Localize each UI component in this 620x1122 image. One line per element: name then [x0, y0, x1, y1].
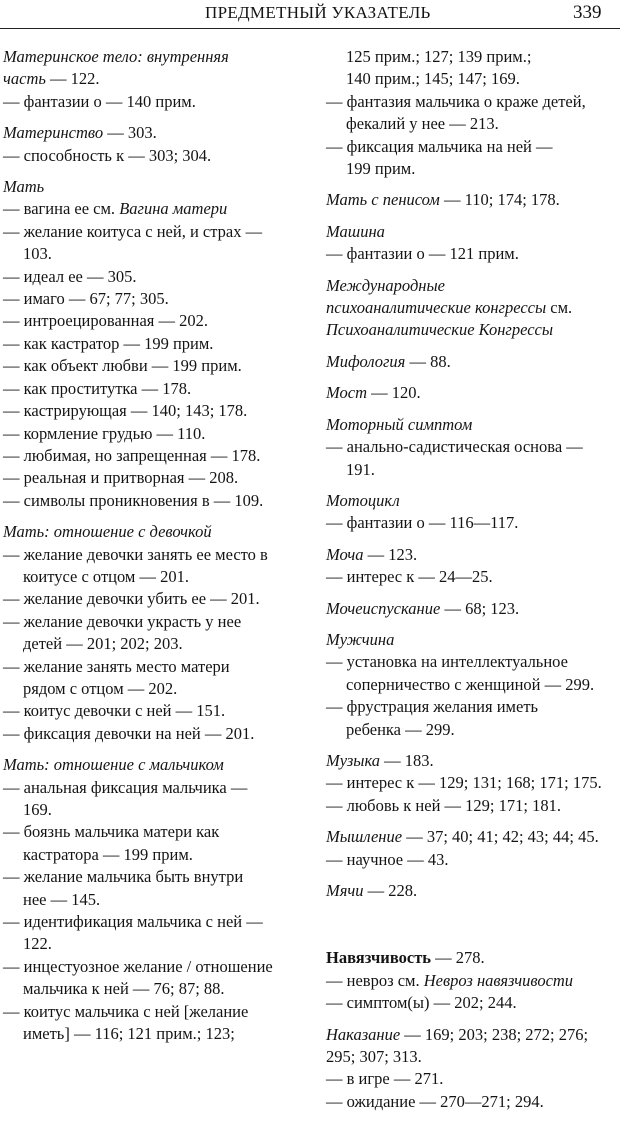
subentry-text: — интроецированная — 202. — [3, 311, 208, 331]
subentry — [3, 723, 303, 745]
subentry — [326, 795, 618, 817]
subentry-text: — кормление грудью — 110. — [3, 423, 206, 443]
index-entry — [326, 189, 618, 211]
continuation-line — [3, 678, 303, 700]
running-title: ПРЕДМЕТНЫЙ УКАЗАТЕЛЬ — [205, 3, 431, 22]
index-heading — [326, 221, 618, 243]
cross-reference: Вагина матери — [119, 199, 228, 219]
index-heading — [326, 351, 618, 373]
continuation-text: рядом с отцом — 202. — [23, 678, 178, 698]
subentry-text: — коитус девочки с ней — 151. — [3, 701, 226, 721]
subentry — [3, 91, 303, 113]
index-column-left — [3, 46, 303, 1054]
heading-term: Материнское тело: внутренняя — [3, 47, 229, 66]
subentry — [3, 467, 303, 489]
subentry-text: — желание коитуса с ней, и страх — — [3, 221, 263, 241]
subentry — [3, 378, 303, 400]
continuation-line — [326, 46, 618, 68]
index-entry — [3, 176, 303, 512]
continuation-line — [326, 719, 618, 741]
subentry-text: — как кастратор — 199 прим. — [3, 333, 214, 353]
heading-term: Мать: отношение с мальчиком — [3, 755, 224, 775]
page-refs: — 169; 203; 238; 272; 276; — [400, 1024, 589, 1044]
heading-term: Психоаналитические Конгрессы — [326, 320, 554, 340]
subentry — [3, 266, 303, 288]
heading-term: часть — [3, 69, 46, 89]
subentry-text: — анальная фиксация мальчика — — [3, 777, 248, 797]
index-heading — [326, 490, 618, 512]
continuation-line — [326, 158, 618, 180]
subentry-text: — желание девочки украсть у нее — [3, 611, 242, 631]
continuation-text: 169. — [23, 800, 52, 819]
subentry-text: — кастрирующая — 140; 143; 178. — [3, 401, 248, 421]
subentry — [3, 333, 303, 355]
continuation-line — [3, 1023, 303, 1045]
index-entry — [326, 221, 618, 266]
subentry — [3, 700, 303, 722]
heading-term: Наказание — [326, 1024, 401, 1044]
heading-term: Мужчина — [326, 629, 395, 649]
heading-term: Мать: отношение с девочкой — [3, 522, 212, 542]
subentry-text: — невроз см. — [326, 970, 424, 990]
index-entry — [3, 521, 303, 745]
index-entry — [326, 750, 618, 817]
subentry-text: — желание мальчика быть внутри — [3, 867, 244, 887]
subentry — [3, 956, 303, 978]
index-entry — [326, 490, 618, 535]
subentry-text: — как объект любви — 199 прим. — [3, 356, 242, 376]
index-heading — [326, 297, 618, 319]
heading-term: Моторный симптом — [326, 414, 473, 434]
index-heading — [326, 826, 618, 848]
subentry-text: — боязнь мальчика матери как — [3, 822, 220, 842]
subentry-text: — установка на интеллектуальное — [326, 652, 568, 672]
index-heading — [326, 319, 618, 341]
subentry — [3, 221, 303, 243]
subentry-text: — анально-садистическая основа — — [326, 437, 583, 457]
subentry — [326, 1068, 618, 1090]
continuation-line — [3, 978, 303, 1000]
page-refs: см. — [546, 298, 573, 318]
index-entry — [326, 826, 618, 871]
subentry — [326, 1046, 618, 1068]
subentry-text: — идентификация мальчика с ней — — [3, 912, 263, 932]
index-heading — [326, 629, 618, 651]
subentry-text: — коитус мальчика с ней [желание — [3, 1001, 249, 1021]
section-gap — [326, 911, 618, 947]
index-entry — [326, 947, 618, 1014]
subentry — [326, 651, 618, 673]
index-column-right — [326, 46, 618, 1122]
subentry-text: — интерес к — 24—25. — [326, 567, 493, 587]
page-number: 339 — [573, 2, 602, 23]
continuation-line — [3, 243, 303, 265]
continuation-line — [326, 459, 618, 481]
index-heading — [326, 382, 618, 404]
continuation-text: иметь] — 116; 121 прим.; 123; — [23, 1024, 235, 1044]
subentry-text: — фантазии о — 121 прим. — [326, 244, 519, 264]
subentry-text: — фантазия мальчика о краже детей, — [326, 91, 586, 111]
heading-term: Навязчивость — [326, 948, 432, 968]
page-refs: — 303. — [103, 123, 157, 143]
continuation-text: 125 прим.; 127; 139 прим.; — [346, 47, 532, 66]
page-refs: — 278. — [431, 948, 485, 968]
subentry — [326, 436, 618, 458]
index-entry — [3, 122, 303, 167]
index-heading — [3, 521, 303, 543]
heading-term: Мать с пенисом — [326, 190, 440, 210]
subentry — [3, 445, 303, 467]
subentry-text: — инцестуозное желание / отношение — [3, 956, 273, 976]
subentry — [326, 696, 618, 718]
subentry — [326, 566, 618, 588]
continuation-line — [3, 566, 303, 588]
index-heading — [326, 880, 618, 902]
subentry — [3, 911, 303, 933]
heading-term: Мышление — [326, 827, 403, 847]
page-refs: — 88. — [405, 351, 451, 371]
subentry — [3, 145, 303, 167]
index-heading — [3, 176, 303, 198]
heading-term: Мячи — [326, 881, 364, 900]
subentry — [3, 611, 303, 633]
page-refs: — 122. — [45, 69, 100, 89]
continuation-line — [326, 113, 618, 135]
subentry-text: — фантазии о — 116—117. — [326, 513, 519, 533]
index-heading — [3, 122, 303, 144]
index-heading — [326, 189, 618, 211]
subentry-text: — любимая, но запрещенная — 178. — [3, 445, 261, 465]
subentry-text: — желание занять место матери — [3, 656, 230, 676]
subentry-text: — фантазии о — 140 прим. — [3, 91, 196, 111]
subentry-text: — симптом(ы) — 202; 244. — [326, 993, 517, 1013]
subentry-text: — фрустрация желания иметь — [326, 697, 539, 717]
subentry — [326, 1091, 618, 1113]
index-entry — [326, 1024, 618, 1114]
page-refs: — 37; 40; 41; 42; 43; 44; 45. — [402, 827, 599, 847]
index-heading — [326, 750, 618, 772]
heading-term: Моча — [326, 544, 364, 564]
heading-term: Мифология — [326, 351, 406, 371]
continuation-text: детей — 201; 202; 203. — [23, 634, 183, 654]
page-refs: — 123. — [363, 544, 418, 564]
heading-term: Музыка — [326, 750, 381, 770]
continuation-text: 191. — [346, 459, 375, 479]
page-refs: — 68; 123. — [440, 598, 520, 618]
continuation-text: нее — 145. — [23, 889, 101, 909]
continuation-text: ребенка — 299. — [346, 719, 455, 739]
subentry-text: 295; 307; 313. — [326, 1047, 422, 1067]
subentry-text: — в игре — 271. — [326, 1069, 444, 1089]
heading-term: Мать — [3, 177, 45, 197]
subentry — [3, 544, 303, 566]
page-refs: — 120. — [367, 383, 421, 403]
subentry — [3, 866, 303, 888]
index-entry — [3, 754, 303, 1045]
continuation-line — [326, 674, 618, 696]
subentry — [326, 136, 618, 158]
subentry — [3, 821, 303, 843]
index-entry — [326, 351, 618, 373]
continuation-text: 103. — [23, 244, 52, 264]
subentry — [3, 400, 303, 422]
subentry-text: — научное — 43. — [326, 849, 449, 869]
subentry — [3, 1001, 303, 1023]
index-entry — [326, 275, 618, 342]
subentry — [3, 355, 303, 377]
heading-term: Мост — [326, 383, 368, 403]
heading-term: Материнство — [3, 123, 104, 143]
subentry-text: — желание девочки занять ее место в — [3, 544, 268, 564]
subentry — [3, 198, 303, 220]
heading-term: Международные — [326, 275, 445, 295]
heading-term: Машина — [326, 221, 385, 241]
subentry — [326, 992, 618, 1014]
heading-term: психоаналитические конгрессы — [326, 298, 547, 318]
index-entry — [326, 544, 618, 589]
continuation-text: кастратора — 199 прим. — [23, 844, 193, 864]
index-heading — [326, 1024, 618, 1046]
subentry — [326, 512, 618, 534]
continuation-text: коитусе с отцом — 201. — [23, 566, 189, 586]
heading-term: Мотоцикл — [326, 490, 400, 510]
subentry — [3, 423, 303, 445]
subentry-text: — желание девочки убить ее — 201. — [3, 589, 260, 609]
subentry — [326, 772, 618, 794]
cross-reference: Невроз навязчивости — [423, 970, 574, 990]
subentry-text: — реальная и притворная — 208. — [3, 468, 239, 488]
index-entry — [326, 880, 618, 902]
index-heading — [326, 275, 618, 297]
index-heading — [3, 68, 303, 90]
subentry — [326, 849, 618, 871]
continuation-text: 199 прим. — [346, 159, 416, 179]
subentry — [326, 91, 618, 113]
subentry-text: — фиксация мальчика на ней — — [326, 136, 553, 156]
subentry-text: — вагина ее см. — [3, 199, 120, 219]
continuation-text: 140 прим.; 145; 147; 169. — [346, 69, 520, 89]
subentry-text: — как проститутка — 178. — [3, 378, 192, 398]
subentry-text: — имаго — 67; 77; 305. — [3, 289, 169, 309]
continuation-line — [3, 844, 303, 866]
header-rule — [0, 28, 620, 29]
subentry — [3, 777, 303, 799]
index-entry — [326, 46, 618, 180]
subentry — [3, 588, 303, 610]
index-heading — [3, 754, 303, 776]
index-entry — [326, 382, 618, 404]
page-refs: — 110; 174; 178. — [439, 190, 560, 210]
page-refs: — 183. — [380, 750, 434, 770]
subentry-text: — любовь к ней — 129; 171; 181. — [326, 795, 561, 815]
index-entry — [326, 414, 618, 481]
subentry-text: — идеал ее — 305. — [3, 266, 137, 286]
continuation-line — [3, 633, 303, 655]
index-heading — [326, 414, 618, 436]
subentry-text: — ожидание — 270—271; 294. — [326, 1091, 544, 1111]
continuation-line — [3, 933, 303, 955]
page-refs: — 228. — [363, 881, 418, 900]
continuation-text: мальчика к ней — 76; 87; 88. — [23, 979, 225, 999]
continuation-text: 122. — [23, 934, 52, 954]
subentry — [326, 243, 618, 265]
index-entry — [3, 46, 303, 113]
continuation-line — [3, 799, 303, 821]
continuation-line — [326, 68, 618, 90]
continuation-text: соперничество с женщиной — 299. — [346, 674, 595, 694]
index-heading — [3, 46, 303, 68]
subentry-text: — способность к — 303; 304. — [3, 145, 212, 165]
continuation-text: фекалий у нее — 213. — [346, 114, 499, 134]
index-heading — [326, 544, 618, 566]
index-entry — [326, 629, 618, 741]
subentry — [3, 310, 303, 332]
index-entry — [326, 598, 618, 620]
subentry-text: — символы проникновения в — 109. — [3, 490, 264, 510]
index-heading — [326, 947, 618, 969]
heading-term: Мочеиспускание — [326, 598, 441, 618]
subentry — [326, 970, 618, 992]
continuation-line — [3, 889, 303, 911]
subentry-text: — фиксация девочки на ней — 201. — [3, 723, 255, 743]
page-header — [0, 0, 620, 28]
index-heading — [326, 598, 618, 620]
subentry — [3, 288, 303, 310]
subentry — [3, 490, 303, 512]
subentry-text: — интерес к — 129; 131; 168; 171; 175. — [326, 773, 602, 793]
subentry — [3, 656, 303, 678]
